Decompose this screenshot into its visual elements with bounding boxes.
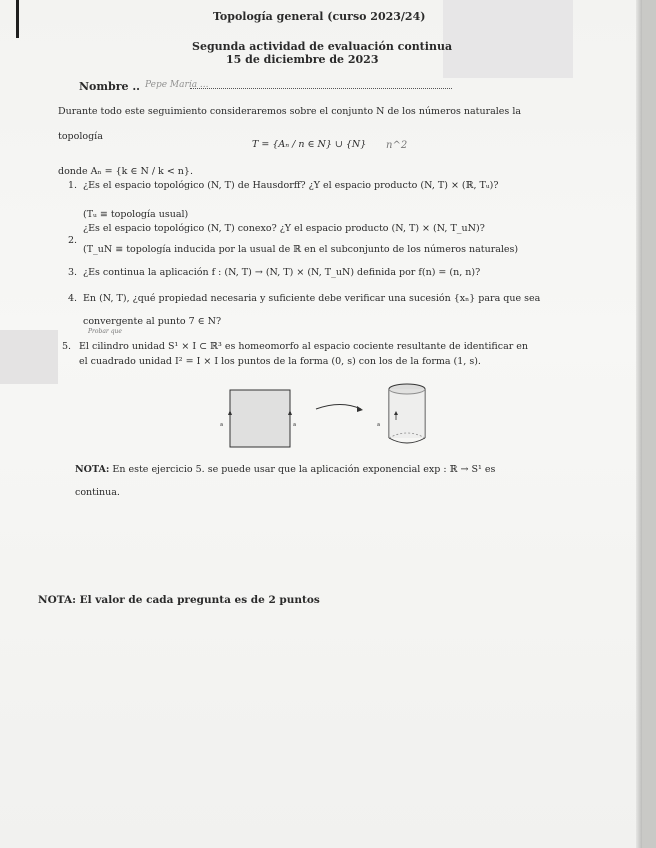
cylinder-body	[389, 389, 425, 438]
question-4-line-1: En (N, T), ¿qué propiedad necesaria y suficiente debe verificar una sucesión {xₙ} para que sea	[83, 293, 541, 304]
intro-line-2: topología	[58, 131, 103, 142]
question-3-line-1: ¿Es continua la aplicación f : (N, T) → (N, T) × (N, T_uN) definida por f(n) = (n, n)?	[83, 267, 481, 278]
question-4-number: 4.	[68, 293, 78, 304]
note-exercise-5	[75, 464, 495, 475]
question-3-number: 3.	[68, 267, 78, 278]
unit-square	[230, 390, 290, 447]
redaction-block-top	[443, 0, 573, 78]
note-text: En este ejercicio 5. se puede usar que la aplicación exponencial exp : ℝ → S¹ es	[109, 464, 496, 475]
question-1-line-2: (Tᵤ ≡ topología usual)	[83, 209, 189, 220]
question-2-line-2: (T_uN ≡ topología inducida por la usual de ℝ en el subconjunto de los números naturales)	[83, 244, 519, 255]
cylinder-label: a	[377, 422, 381, 428]
handwritten-margin-note: n^2	[386, 140, 408, 151]
final-note: NOTA: El valor de cada pregunta es de 2 puntos	[38, 594, 320, 606]
note-label: NOTA:	[75, 464, 110, 475]
name-line	[190, 88, 452, 89]
map-arrow	[316, 405, 361, 410]
definition-an: donde Aₙ = {k ∈ N / k < n}.	[58, 166, 193, 177]
question-1-number: 1.	[68, 180, 78, 191]
map-arrowhead	[357, 406, 363, 412]
square-left-label: a	[220, 422, 224, 428]
exam-date: 15 de diciembre de 2023	[226, 53, 379, 66]
exam-title: Topología general (curso 2023/24)	[213, 10, 426, 23]
question-5-line-2: el cuadrado unidad I² = I × I los puntos de la forma (0, s) con los de la forma (1, s).	[79, 356, 481, 367]
redaction-block-left	[0, 330, 58, 384]
note-exercise-5-cont: continua.	[75, 487, 120, 498]
topology-formula: T = {Aₙ / n ∈ N} ∪ {N}	[252, 139, 367, 150]
handwritten-probar-que: Probar que	[88, 328, 122, 335]
exam-subtitle: Segunda actividad de evaluación continua	[192, 40, 453, 53]
intro-line-1: Durante todo este seguimiento consideraremos sobre el conjunto N de los números naturales la	[58, 106, 522, 117]
margin-mark	[16, 0, 19, 38]
name-label: Nombre ..	[79, 80, 141, 93]
question-2-number: 2.	[68, 235, 78, 246]
cylinder-bottom-front	[389, 438, 425, 443]
square-to-cylinder-figure	[196, 378, 446, 458]
page-edge	[636, 0, 642, 848]
question-1-line-1: ¿Es el espacio topológico (N, T) de Hausdorff? ¿Y el espacio producto (N, T) × (ℝ, Tᵤ)?	[83, 180, 499, 191]
question-4-line-2: convergente al punto 7 ∈ N?	[83, 316, 222, 327]
question-2-line-1: ¿Es el espacio topológico (N, T) conexo? ¿Y el espacio producto (N, T) × (N, T_uN)?	[83, 223, 485, 234]
question-5-number: 5.	[62, 341, 72, 352]
handwritten-name: Pepe María ...	[145, 80, 209, 90]
question-5-line-1: El cilindro unidad S¹ × I ⊂ ℝ³ es homeomorfo al espacio cociente resultante de identificar en	[79, 341, 529, 352]
square-right-label: a	[293, 422, 297, 428]
